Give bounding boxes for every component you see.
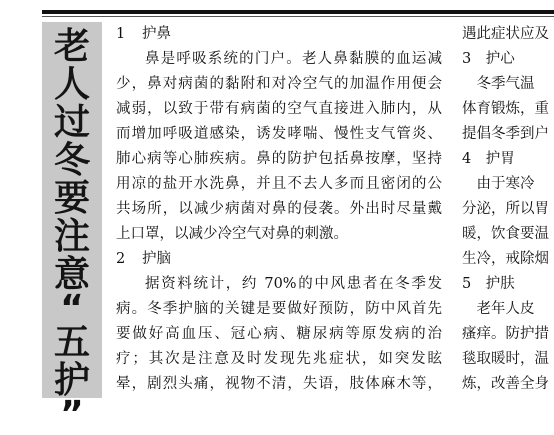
section-heading-brain [116,247,442,272]
paragraph-line: 而增加呼吸道感染，诱发哮喘、慢性支气管炎、 [116,126,442,142]
paragraph-line: 上口罩，以减少冷空气对鼻的刺激。 [116,226,348,242]
paragraph-line: 炼，改善全身 [462,376,549,392]
paragraph-line: 共场所，以减少病菌对鼻的侵袭。外出时尽量戴 [116,201,442,217]
paragraph-line: 要做好高血压、冠心病、糖尿病等原发病的治 [116,326,442,342]
section-title: 护脑 [142,251,171,267]
title-char: 人 [53,64,90,105]
title-quote-close: ” [60,394,84,435]
paragraph-line: 鼻是呼吸系统的门户。老人鼻黏膜的血运减 [145,51,442,67]
article-column-1 [116,22,442,397]
paragraph-line: 老年人皮 [462,301,535,317]
paragraph-line: 遇此症状应及 [462,26,549,42]
title-quote-open: “ [60,288,84,329]
title-char: 护 [53,360,90,401]
section-title: 护鼻 [142,26,171,42]
top-rule-thick [42,10,554,14]
section-heading-heart: 3 护心 [462,51,515,67]
section-heading-skin: 5 护肤 [462,276,515,292]
title-char: 要 [53,178,90,219]
top-rule-thin [42,16,554,17]
paragraph-line: 据资料统计，约 70%的中风患者在冬季发 [145,276,442,292]
paragraph-line: 冬季气温 [462,76,535,92]
section-number: 2 [116,251,126,267]
paragraph-line: 瘙痒。防护措 [462,326,549,342]
title-char: 过 [53,102,90,143]
section-heading-stomach: 4 护胃 [462,151,515,167]
paragraph-line: 用凉的盐开水洗鼻，并且不去人多而且密闭的公 [116,176,442,192]
paragraph-line: 体育锻炼，重 [462,101,549,117]
paragraph-line: 提倡冬季到户 [462,126,549,142]
paragraph-line: 肺心病等心肺疾病。鼻的防护包括鼻按摩，坚持 [116,151,442,167]
paragraph-line: 由于寒冷 [462,176,535,192]
paragraph-line: 病。冬季护脑的关键是要做好预防，防中风首先 [116,301,442,317]
title-char: 老 [53,26,90,67]
section-heading-nose [116,22,442,47]
title-char: 意 [53,254,90,295]
article-column-2 [462,22,554,397]
paragraph-line: 暖，饮食要温 [462,226,549,242]
section-number: 1 [116,26,126,42]
paragraph-line: 减弱，以致于带有病菌的空气直接进入肺内，从 [116,101,442,117]
paragraph-line: 毯取暖时，温 [462,351,549,367]
paragraph-line: 少，鼻对病菌的黏附和对冷空气的加温作用便会 [116,76,442,92]
title-char: 五 [53,322,90,363]
title-char: 冬 [53,140,90,181]
paragraph-line: 分泌，所以胃 [462,201,549,217]
paragraph-line: 生冷，戒除烟 [462,251,549,267]
title-char: 注 [53,216,90,257]
paragraph-line: 晕，剧烈头痛，视物不清，失语，肢体麻木等， [116,376,442,392]
vertical-title [42,22,102,435]
paragraph-line: 疗；其次是注意及时发现先兆症状，如突发眩 [116,351,442,367]
